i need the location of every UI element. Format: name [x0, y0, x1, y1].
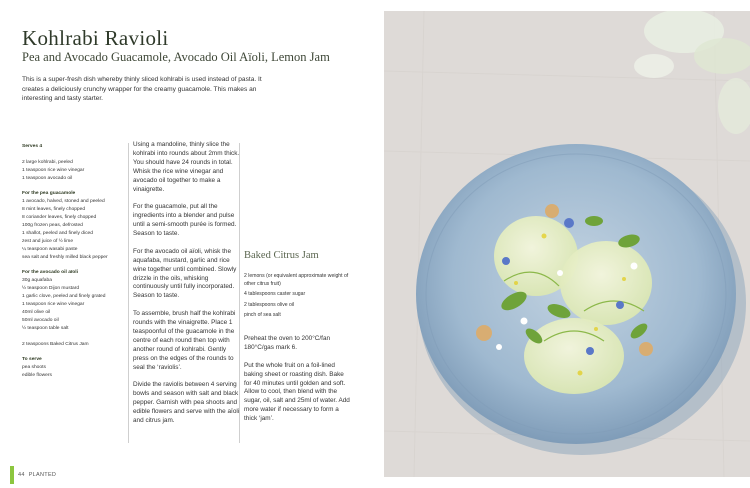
ingredients-column: [22, 143, 126, 380]
intro-text: This is a super-fresh dish whereby thinly sliced kohlrabi is used instead of pasta. It creates a deliciously crunchy wrapper for the creamy guacamole. This makes an interesting and tasty starter.: [22, 76, 262, 103]
method-step: For the guacamole, put all the ingredients into a blender and pulse until a semi-smooth purée is formed. Season to taste.: [133, 203, 237, 238]
ingredient-item: 50ml avocado oil: [22, 317, 59, 323]
ingredient-item: 2 lemons (or equivalent approximate weight of other citrus fruit): [244, 273, 349, 288]
ingredient-item: sea salt and freshly milled black pepper: [22, 254, 108, 260]
ingredient-item: pea shoots: [22, 365, 46, 371]
footer-accent-bar: [10, 466, 14, 484]
aioli-heading: For the avocado oil aïoli: [22, 270, 78, 276]
method-step: Preheat the oven to 200°C/fan 180°C/gas mark 6.: [244, 335, 331, 351]
recipe-title: Kohlrabi Ravioli: [22, 26, 169, 50]
page-number: 44: [18, 472, 25, 478]
column-divider: [128, 143, 129, 443]
ingredient-item: 1 teaspoon rice wine vinegar: [22, 167, 85, 173]
page-gutter: [372, 0, 384, 488]
method-step: For the avocado oil aïoli, whisk the aquafaba, mustard, garlic and rice wine together until combined. Slowly drizzle in the oils, whisking continuously until fully incorporated. Season to taste.: [133, 247, 237, 300]
ingredient-item: 1 teaspoon avocado oil: [22, 175, 73, 181]
ingredient-item: edible flowers: [22, 373, 52, 379]
ingredient-item: zest and juice of ½ lime: [22, 238, 74, 244]
ingredient-item: 100g frozen peas, defrosted: [22, 223, 83, 229]
ingredient-item: 2 teaspoons Baked Citrus Jam: [22, 341, 89, 347]
left-page: [0, 0, 372, 488]
ingredient-item: 1 garlic clove, peeled and finely grated: [22, 294, 106, 300]
ingredient-item: 1 shallot, peeled and finely diced: [22, 230, 93, 236]
ingredient-item: 1 avocado, halved, stoned and peeled: [22, 199, 105, 205]
guacamole-heading: For the pea guacamole: [22, 191, 76, 197]
ingredient-item: 8 coriander leaves, finely chopped: [22, 215, 97, 221]
serve-heading: To serve: [22, 357, 42, 363]
ingredient-item: 8 mint leaves, finely chopped: [22, 207, 86, 213]
page-footer: [10, 466, 56, 484]
citrus-jam-title: Baked Citrus Jam: [244, 250, 319, 261]
ingredient-item: pinch of sea salt: [244, 311, 281, 318]
serves-heading: Serves 4: [22, 144, 43, 149]
ingredient-item: ½ teaspoon table salt: [22, 325, 69, 331]
book-title: PLANTED: [28, 472, 57, 478]
method-column: [133, 141, 240, 435]
dish-photo: [384, 11, 750, 477]
recipe-intro: [22, 75, 272, 104]
method-step: To assemble, brush half the kohlrabi rounds with the vinaigrette. Place 1 teaspoonful of the guacamole in the centre of each round then top with another round of kohlrabi. Gently press on the edges of the rounds to seal the ‘raviolis’.: [133, 310, 236, 371]
ingredient-item: 1 teaspoon rice wine vinegar: [22, 302, 85, 308]
method-step: Using a mandoline, thinly slice the kohlrabi into rounds about 2mm thick. You should have 24 rounds in total. Whisk the rice wine vinegar and avocado oil together to make a vinaigrette.: [133, 141, 240, 193]
dish-photo-illustration: [384, 11, 750, 477]
ingredient-item: 2 tablespoons olive oil: [244, 301, 295, 308]
ingredient-item: ½ teaspoon Dijon mustard: [22, 286, 80, 292]
ingredient-item: 40ml olive oil: [22, 309, 51, 315]
ingredient-item: 30g aquafaba: [22, 278, 52, 284]
citrus-jam-ingredients: [244, 272, 352, 321]
method-step: Put the whole fruit on a foil-lined baking sheet or roasting dish. Bake for 40 minutes until golden and soft. Allow to cool, then blend with the sugar, oil, salt and 25ml of water. Add more water if necessary to form a thick ‘jam’.: [244, 361, 350, 423]
ingredient-item: 4 tablespoons caster sugar: [244, 291, 306, 298]
recipe-subtitle: Pea and Avocado Guacamole, Avocado Oil Aïoli, Lemon Jam: [22, 50, 330, 64]
citrus-jam-method: [244, 335, 352, 433]
ingredient-item: ¼ teaspoon wasabi paste: [22, 246, 78, 252]
method-step: Divide the raviolis between 4 serving bowls and season with salt and black pepper. Garnish with pea shoots and edible flowers and serve with the aïoli and citrus jam.: [133, 381, 240, 425]
ingredient-item: 2 large kohlrabi, peeled: [22, 159, 73, 165]
